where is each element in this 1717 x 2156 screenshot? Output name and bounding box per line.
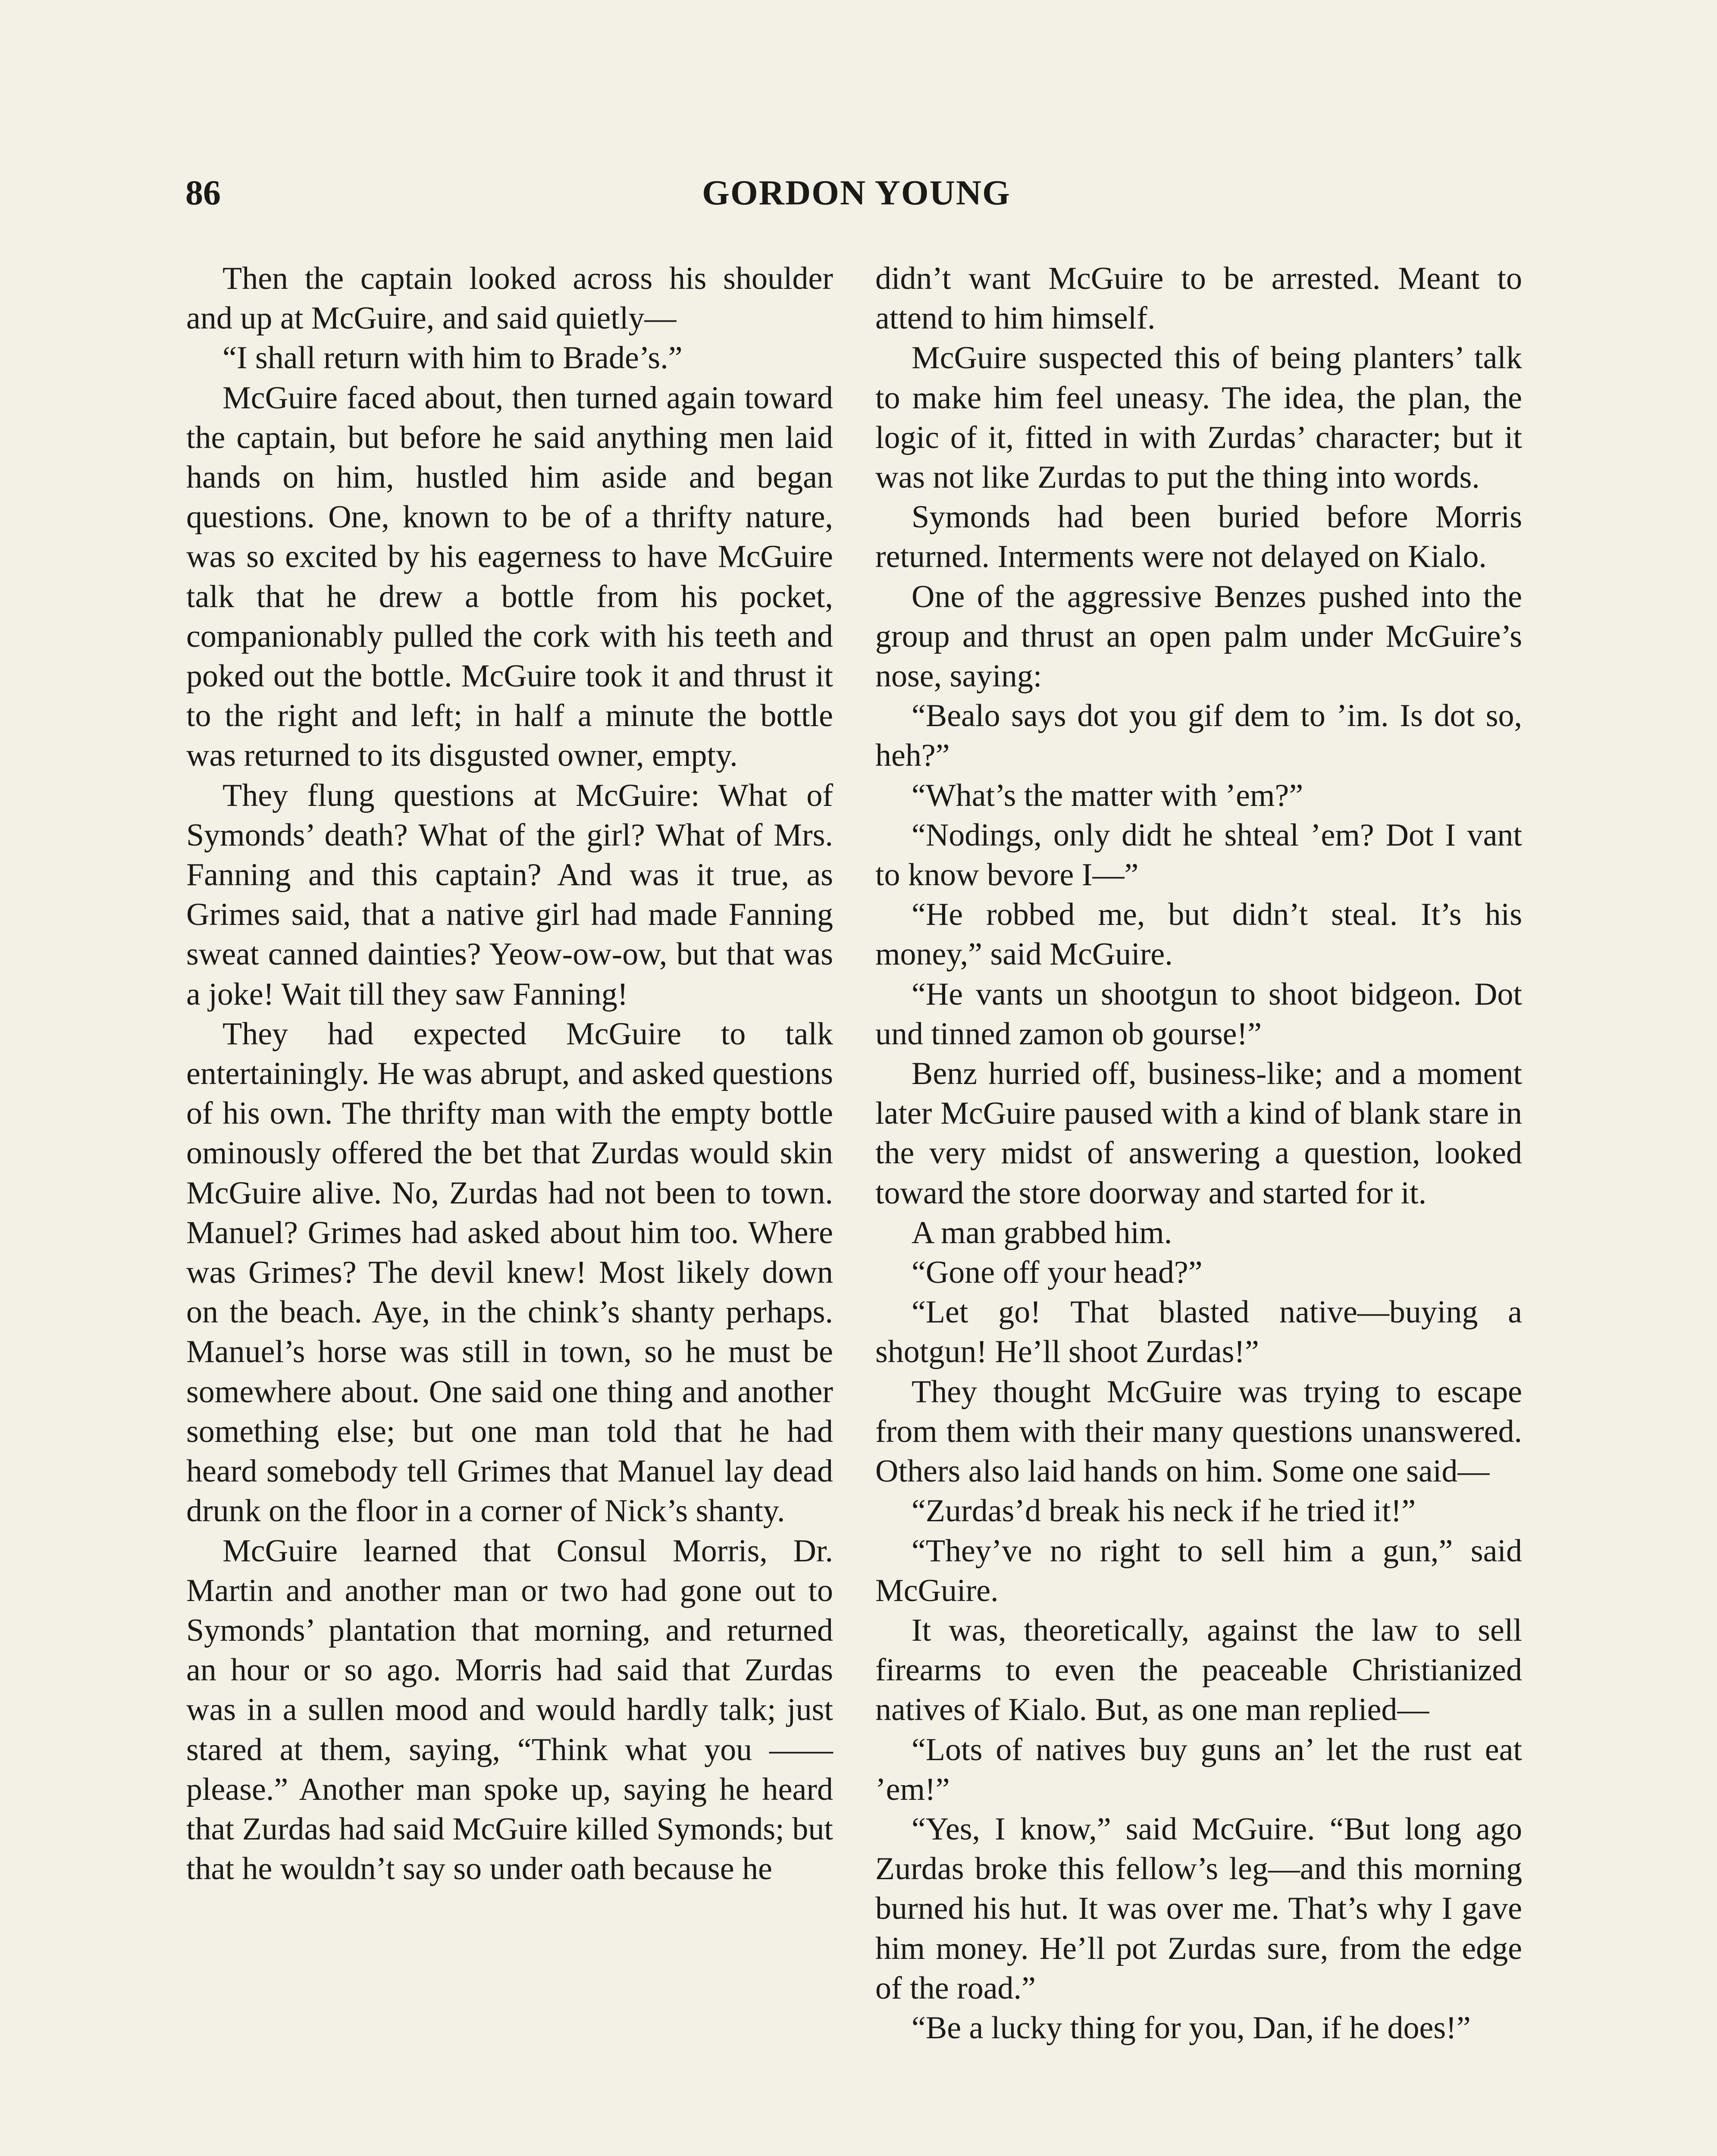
paragraph: “They’ve no right to sell him a gun,” said McGuire.: [875, 1533, 1522, 1608]
paragraph: McGuire suspected this of being planters’ talk to make him feel uneasy. The idea, the plan, the logic of it, fitted in with Zurdas’ character; but it was not like Zurdas to put the thing into words.: [875, 340, 1522, 495]
paragraph: “He robbed me, but didn’t steal. It’s his money,” said McGuire.: [875, 897, 1522, 972]
paragraph: McGuire faced about, then turned again toward the captain, but before he said anything men laid hands on him, hustled him aside and began questions. One, known to be of a thrifty nature, was so excited by his eagerness to have McGuire talk that he drew a bottle from his pocket, companionably pulled the cork with his teeth and poked out the bottle. McGuire took it and thrust it to the right and left; in half a minute the bottle was returned to its disgusted owner, empty.: [186, 380, 833, 774]
right-text-column: [875, 259, 1522, 2048]
paragraph: A man grabbed him.: [912, 1215, 1172, 1250]
paragraph: “He vants un shootgun to shoot bidgeon. Dot und tinned zamon ob gourse!”: [875, 976, 1522, 1052]
paragraph: “Zurdas’d break his neck if he tried it!”: [912, 1493, 1416, 1529]
paragraph: “Nodings, only didt he shteal ’em? Dot I vant to know bevore I—”: [875, 817, 1522, 893]
paragraph: They flung questions at McGuire: What of Symonds’ death? What of the girl? What of Mrs. Fanning and this captain? And was it true, as Grimes said, that a native girl had made Fanning sweat canned dainties? Yeow-ow-ow, but that was a joke! Wait till they saw Fanning!: [186, 777, 833, 1012]
paragraph: “Gone off your head?”: [912, 1255, 1203, 1291]
page-header: [185, 172, 1527, 224]
running-head: GORDON YOUNG: [702, 173, 1011, 212]
paragraph: McGuire learned that Consul Morris, Dr. Martin and another man or two had gone out to Symonds’ plantation that morning, and returned an hour or so ago. Morris had said that Zurdas was in a sullen mood and would hardly talk; just stared at them, saying, “Think what you —— please.” Another man spoke up, saying he heard that Zurdas had said McGuire killed Symonds; but that he wouldn’t say so under oath because he: [186, 1533, 833, 1887]
paragraph: “Be a lucky thing for you, Dan, if he does!”: [912, 2010, 1471, 2046]
paragraph: They had expected McGuire to talk entertainingly. He was abrupt, and asked questions of his own. The thrifty man with the empty bottle ominously offered the bet that Zurdas would skin McGuire alive. No, Zurdas had not been to town. Manuel? Grimes had asked about him too. Where was Grimes? The devil knew! Most likely down on the beach. Aye, in the chink’s shanty perhaps. Manuel’s horse was still in town, so he must be somewhere about. One said one thing and another something else; but one man told that he had heard somebody tell Grimes that Manuel lay dead drunk on the floor in a corner of Nick’s shanty.: [186, 1016, 833, 1529]
paragraph: “Let go! That blasted native—buying a shotgun! He’ll shoot Zurdas!”: [875, 1294, 1522, 1370]
paragraph: “What’s the matter with ’em?”: [912, 777, 1303, 813]
paragraph: It was, theoretically, against the law to sell firearms to even the peaceable Christianized natives of Kialo. But, as one man replied—: [875, 1612, 1522, 1728]
page-number: 86: [185, 173, 221, 212]
paragraph: “I shall return with him to Brade’s.”: [222, 340, 683, 376]
paragraph: Then the captain looked across his shoulder and up at McGuire, and said quietly—: [186, 261, 833, 336]
paragraph: Benz hurried off, business-like; and a moment later McGuire paused with a kind of blank stare in the very midst of answering a question, looked toward the store doorway and started for it.: [875, 1056, 1522, 1211]
paragraph: didn’t want McGuire to be arrested. Meant to attend to him himself.: [875, 261, 1522, 336]
paragraph: Symonds had been buried before Morris returned. Interments were not delayed on Kialo.: [875, 499, 1522, 575]
paragraph: “Bealo says dot you gif dem to ’im. Is dot so, heh?”: [875, 698, 1522, 774]
paragraph: They thought McGuire was trying to escape from them with their many questions unanswered. Others also laid hands on him. Some one said—: [875, 1374, 1522, 1489]
paragraph: One of the aggressive Benzes pushed into the group and thrust an open palm under McGuire’s nose, saying:: [875, 579, 1522, 694]
left-text-column: [186, 259, 833, 1889]
paragraph: “Lots of natives buy guns an’ let the rust eat ’em!”: [875, 1732, 1522, 1807]
paragraph: “Yes, I know,” said McGuire. “But long ago Zurdas broke this fellow’s leg—and this morning burned his hut. It was over me. That’s why I gave him money. He’ll pot Zurdas sure, from the edge of the road.”: [875, 1811, 1522, 2006]
